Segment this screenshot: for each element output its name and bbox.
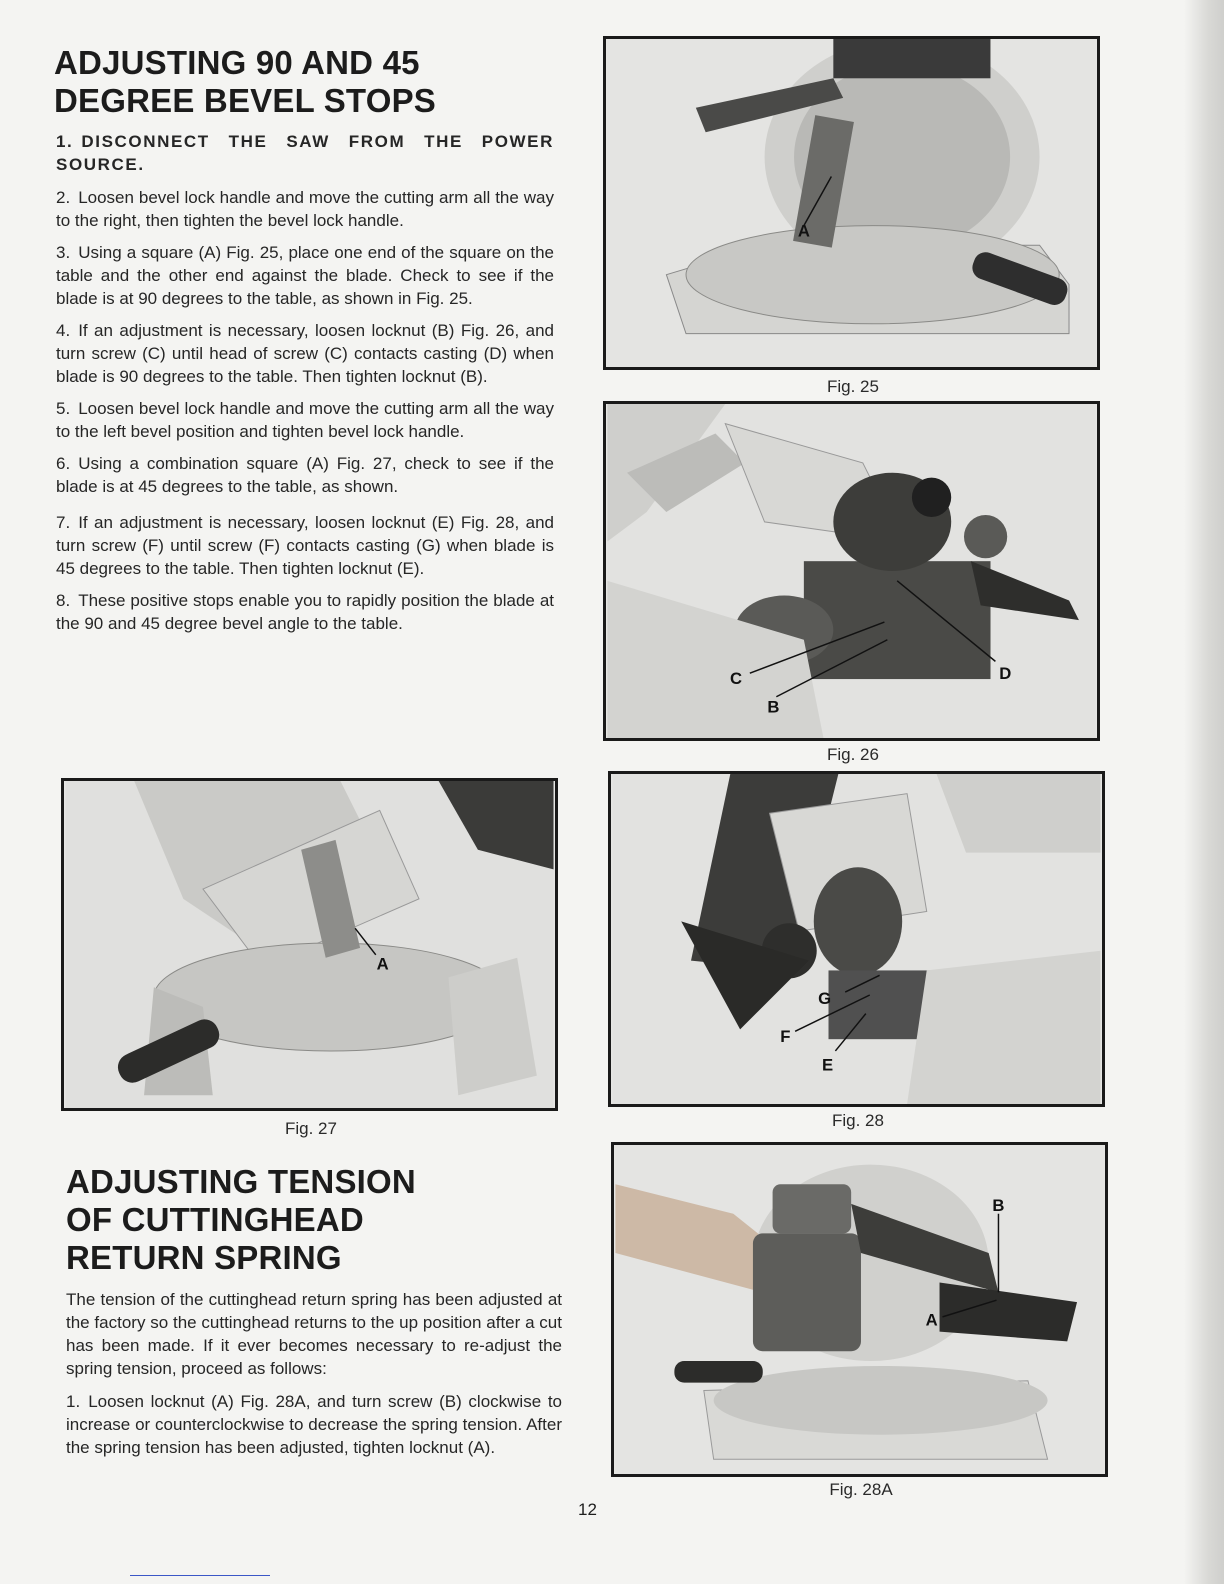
- figure-26: [603, 401, 1100, 741]
- bevel-stop-90-illustration: [606, 404, 1097, 738]
- fig27-label-a: A: [376, 954, 389, 974]
- step-4: 4. If an adjustment is necessary, loosen locknut (B) Fig. 26, and turn screw (C) until head of screw (C) contacts casting (D) when blade is 90 degrees to the table. Then tighten locknut (B).: [56, 321, 554, 386]
- section-title-bevel-stops: ADJUSTING 90 AND 45 DEGREE BEVEL STOPS: [54, 44, 436, 119]
- return-spring-step-1: 1. Loosen locknut (A) Fig. 28A, and turn screw (B) clockwise to increase or counterclockwise to decrease the spring tension. After the spring tension has been adjusted, tighten locknut (A).: [66, 1392, 562, 1457]
- fig28-caption: Fig. 28: [832, 1111, 884, 1130]
- page-edge-shadow: [1184, 0, 1224, 1584]
- bevel-stop-45-illustration: [611, 774, 1102, 1104]
- bottom-rule: [130, 1575, 270, 1576]
- figure-28: [608, 771, 1105, 1107]
- fig25-label-a: A: [797, 221, 810, 241]
- figure-28a: [611, 1142, 1108, 1477]
- return-spring-text: [66, 1288, 562, 1459]
- fig26-label-c: C: [730, 668, 743, 688]
- step-2: 2. Loosen bevel lock handle and move the cutting arm all the way to the right, then tighten the bevel lock handle.: [56, 188, 554, 230]
- fig28-label-e: E: [821, 1055, 834, 1075]
- step-3: 3. Using a square (A) Fig. 25, place one end of the square on the table and the other end against the blade. Check to see if the blade is at 90 degrees to the table, as shown in Fig. 25.: [56, 243, 554, 308]
- fig26-label-d: D: [999, 664, 1012, 684]
- step-5: 5. Loosen bevel lock handle and move the cutting arm all the way to the left bevel position and tighten bevel lock handle.: [56, 399, 554, 441]
- combination-square-45-illustration: [64, 781, 555, 1108]
- fig28a-caption: Fig. 28A: [829, 1480, 893, 1499]
- step-6: 6. Using a combination square (A) Fig. 27, check to see if the blade is at 45 degrees to the table, as shown.: [56, 454, 554, 496]
- fig28-label-f: F: [780, 1027, 791, 1047]
- fig26-caption: Fig. 26: [827, 745, 879, 764]
- section-title-return-spring: ADJUSTING TENSION OF CUTTINGHEAD RETURN SPRING: [66, 1163, 416, 1276]
- step-7: 7. If an adjustment is necessary, loosen locknut (E) Fig. 28, and turn screw (F) until screw (F) contacts casting (G) when blade is 45 degrees to the table. Then tighten locknut (E).: [56, 513, 554, 578]
- fig26-label-b: B: [767, 697, 780, 717]
- figure-25: [603, 36, 1100, 370]
- step-8: 8. These positive stops enable you to rapidly position the blade at the 90 and 45 degree bevel angle to the table.: [56, 591, 554, 633]
- bevel-steps: [56, 130, 554, 635]
- fig27-caption: Fig. 27: [285, 1119, 337, 1138]
- fig25-caption: Fig. 25: [827, 377, 879, 396]
- figure-27: [61, 778, 558, 1111]
- step-1: 1. DISCONNECT THE SAW FROM THE POWER SOURCE.: [56, 132, 554, 174]
- page-number: 12: [578, 1500, 597, 1519]
- fig28-label-g: G: [818, 988, 832, 1008]
- fig28a-label-a: A: [925, 1310, 938, 1330]
- return-spring-intro: The tension of the cuttinghead return spring has been adjusted at the factory so the cuttinghead returns to the up position after a cut has been made. If it ever becomes necessary to re-adjust the spring tension, proceed as follows:: [66, 1290, 562, 1378]
- miter-saw-square-illustration: [606, 39, 1097, 367]
- return-spring-adjust-illustration: [614, 1145, 1105, 1474]
- fig28a-label-b: B: [992, 1195, 1005, 1215]
